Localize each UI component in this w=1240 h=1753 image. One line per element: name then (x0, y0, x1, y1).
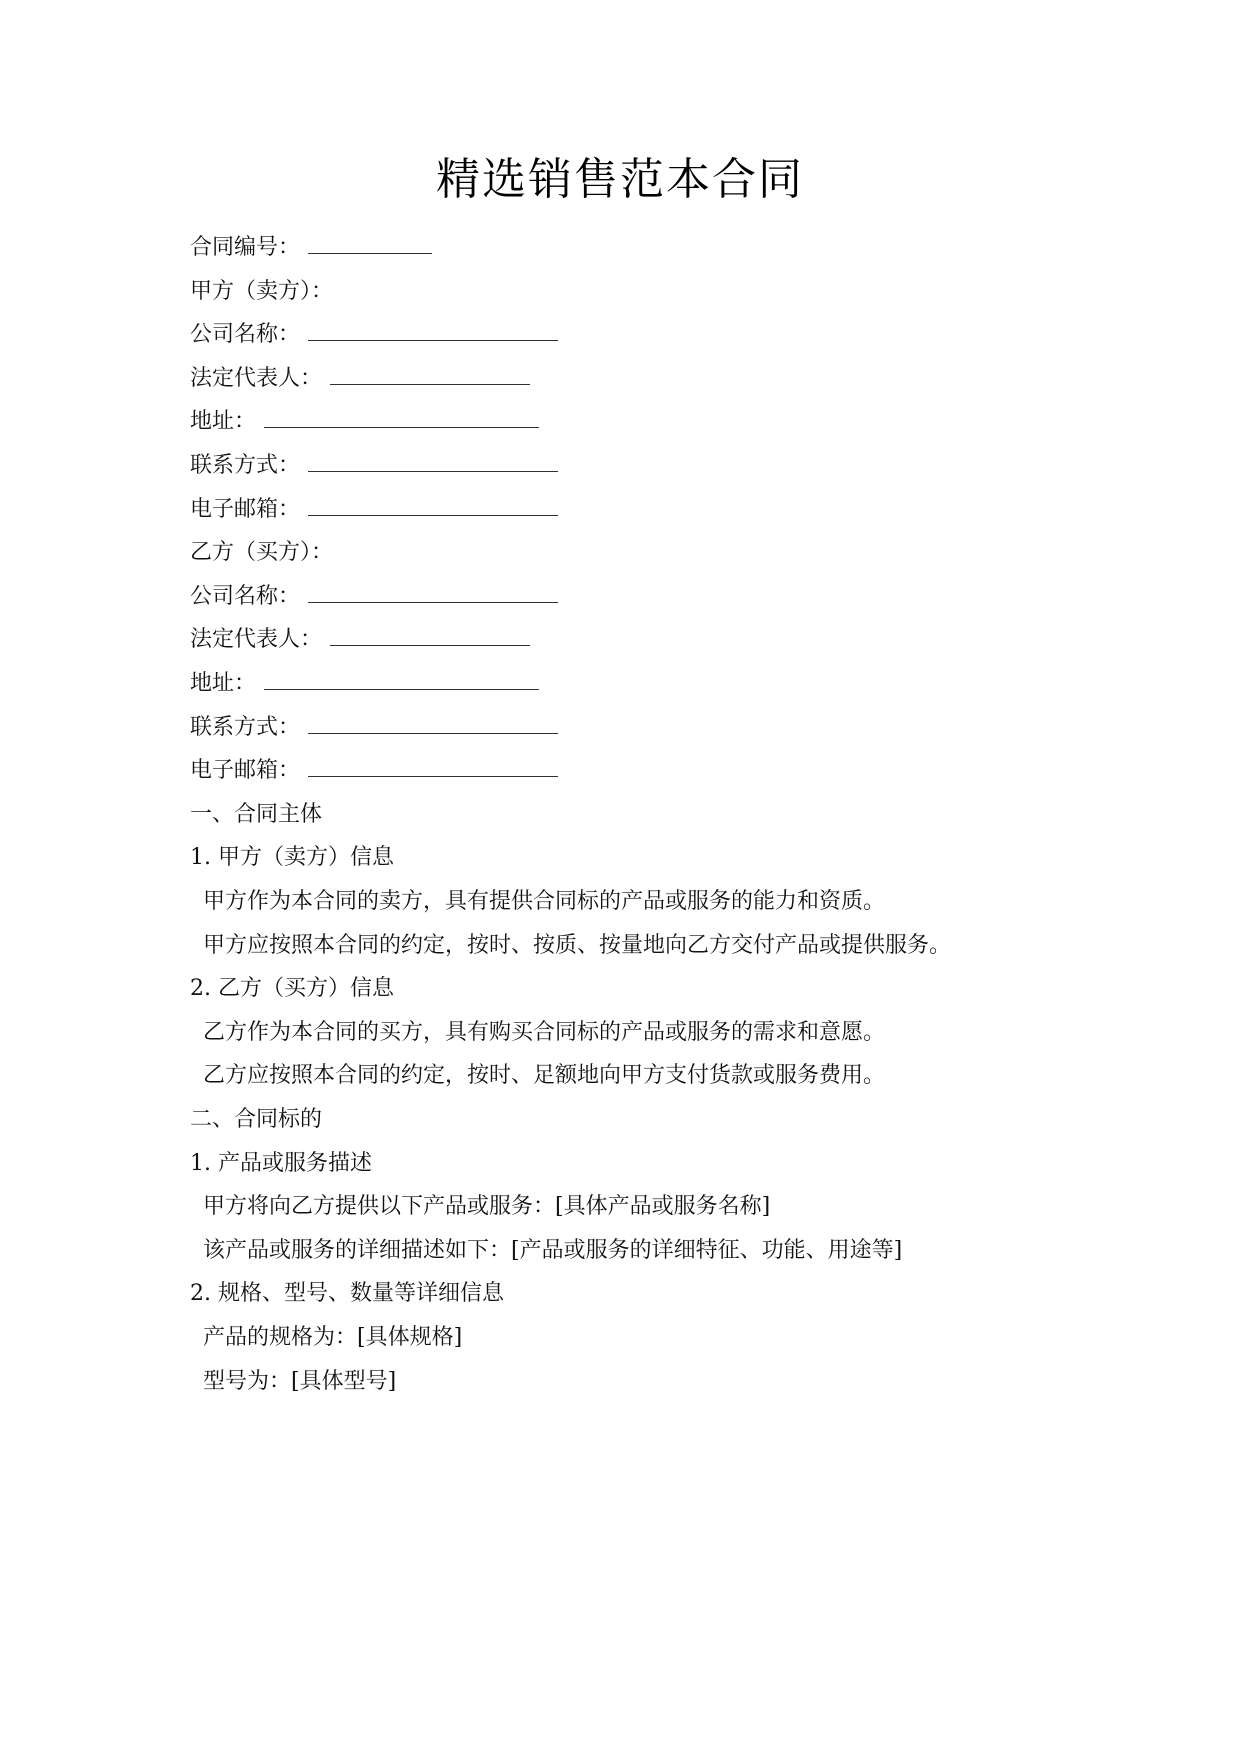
fill-in-blank[interactable] (330, 625, 530, 646)
paragraph-line: 甲方将向乙方提供以下产品或服务：[具体产品或服务名称] (203, 1194, 771, 1219)
form-field-row (190, 713, 558, 743)
section-heading: 1. 产品或服务描述 (190, 1151, 372, 1176)
field-label: 联系方式： (190, 453, 301, 478)
fill-in-blank[interactable] (308, 320, 558, 341)
fill-in-blank[interactable] (264, 669, 539, 690)
form-field-row (190, 320, 558, 350)
form-field-row (190, 582, 558, 612)
field-label: 地址： (190, 409, 257, 434)
form-field-row (190, 625, 530, 655)
fill-in-blank[interactable] (308, 451, 558, 472)
section-heading: 1. 甲方（卖方）信息 (190, 845, 394, 870)
form-field-row (190, 756, 558, 786)
paragraph-line: 该产品或服务的详细描述如下：[产品或服务的详细特征、功能、用途等] (203, 1238, 903, 1263)
field-label: 法定代表人： (190, 366, 323, 391)
field-label: 电子邮箱： (190, 497, 301, 522)
fill-in-blank[interactable] (308, 582, 558, 603)
fill-in-blank[interactable] (308, 713, 558, 734)
field-label: 公司名称： (190, 584, 301, 609)
fill-in-blank[interactable] (308, 233, 432, 254)
form-field-row (190, 669, 539, 699)
form-field-row (190, 364, 530, 394)
fill-in-blank[interactable] (330, 364, 530, 385)
field-label: 乙方（买方）： (190, 540, 334, 565)
form-field-row (190, 277, 333, 307)
fill-in-blank[interactable] (264, 407, 539, 428)
paragraph-line: 产品的规格为：[具体规格] (203, 1325, 463, 1350)
fill-in-blank[interactable] (308, 495, 558, 516)
section-heading: 2. 规格、型号、数量等详细信息 (190, 1281, 504, 1306)
form-field-row (190, 538, 333, 568)
field-label: 合同编号： (190, 235, 301, 260)
field-label: 地址： (190, 671, 257, 696)
fill-in-blank[interactable] (308, 756, 558, 777)
paragraph-line: 乙方作为本合同的买方，具有购买合同标的产品或服务的需求和意愿。 (203, 1020, 886, 1045)
section-heading: 二、合同标的 (190, 1107, 323, 1132)
form-field-row (190, 495, 558, 525)
field-label: 甲方（卖方）： (190, 279, 334, 304)
paragraph-line: 型号为：[具体型号] (203, 1369, 397, 1394)
section-heading: 一、合同主体 (190, 802, 323, 827)
field-label: 公司名称： (190, 322, 301, 347)
field-label: 联系方式： (190, 715, 301, 740)
paragraph-line: 甲方作为本合同的卖方，具有提供合同标的产品或服务的能力和资质。 (203, 889, 886, 914)
form-field-row (190, 233, 432, 263)
paragraph-line: 甲方应按照本合同的约定，按时、按质、按量地向乙方交付产品或提供服务。 (203, 933, 952, 958)
paragraph-line: 乙方应按照本合同的约定，按时、足额地向甲方支付货款或服务费用。 (203, 1063, 886, 1088)
form-field-row (190, 451, 558, 481)
field-label: 法定代表人： (190, 627, 323, 652)
section-heading: 2. 乙方（买方）信息 (190, 976, 394, 1001)
field-label: 电子邮箱： (190, 758, 301, 783)
form-field-row (190, 407, 539, 437)
document-title: 精选销售范本合同 (436, 154, 804, 205)
